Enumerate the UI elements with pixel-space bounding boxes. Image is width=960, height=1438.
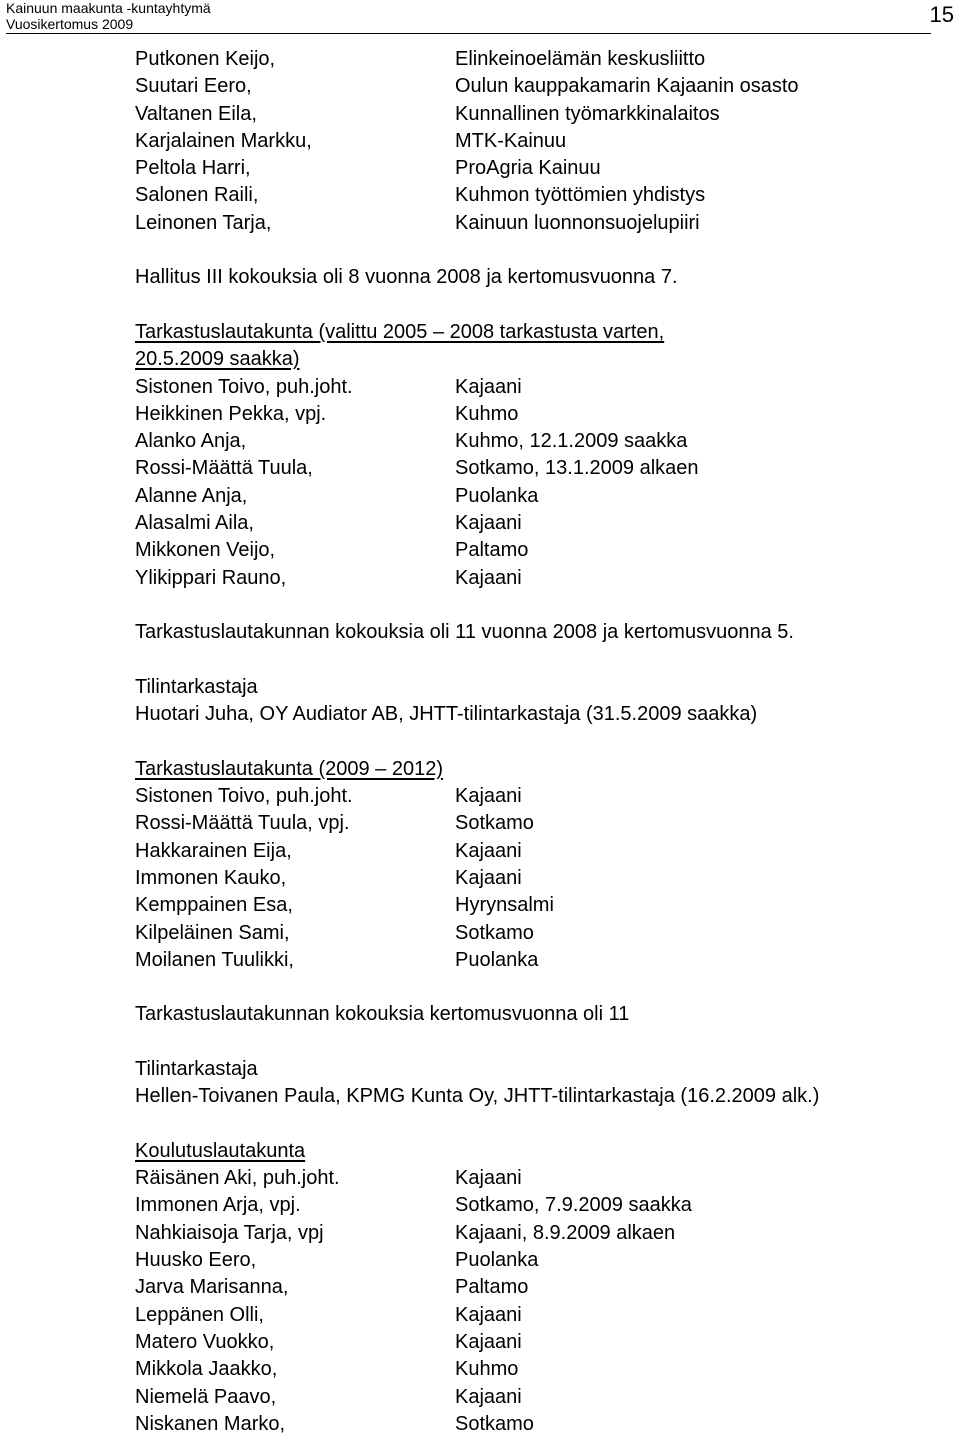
place: Hyrynsalmi xyxy=(455,894,554,917)
person-name: Niemelä Paavo, xyxy=(135,1385,277,1408)
place: Kajaani xyxy=(455,785,522,808)
auditor2-text: Hellen-Toivanen Paula, KPMG Kunta Oy, JHTT-tilintarkastaja (16.2.2009 alk.) xyxy=(135,1085,820,1108)
list-item xyxy=(135,483,955,510)
person-name: Immonen Arja, vpj. xyxy=(135,1194,301,1217)
place: Kajaani xyxy=(455,1385,522,1408)
person-name: Valtanen Eila, xyxy=(135,102,257,125)
list-item xyxy=(135,565,955,592)
person-name: Rossi-Määttä Tuula, vpj. xyxy=(135,812,350,835)
koulutus-members xyxy=(135,1165,955,1438)
list-item xyxy=(135,537,955,564)
list-item xyxy=(135,1356,955,1383)
person-name: Ylikippari Rauno, xyxy=(135,566,287,589)
list-item xyxy=(135,920,955,947)
page-number: 15 xyxy=(929,2,954,27)
list-item xyxy=(135,210,955,237)
organization: Kuhmon työttömien yhdistys xyxy=(455,184,706,207)
person-name: Nahkiaisoja Tarja, vpj xyxy=(135,1221,324,1244)
place: Sotkamo xyxy=(455,812,534,835)
place: Puolanka xyxy=(455,948,539,971)
place: Sotkamo xyxy=(455,1412,534,1435)
list-item xyxy=(135,783,955,810)
person-name: Sistonen Toivo, puh.joht. xyxy=(135,785,353,808)
header-org: Kainuun maakunta -kuntayhtymä xyxy=(6,0,211,16)
person-name: Suutari Eero, xyxy=(135,75,252,98)
list-item xyxy=(135,838,955,865)
place: Kajaani xyxy=(455,566,522,589)
list-item xyxy=(135,428,955,455)
section-title-tark2: Tarkastuslautakunta (2009 – 2012) xyxy=(135,757,443,780)
spacer xyxy=(135,592,955,619)
person-name: Matero Vuokko, xyxy=(135,1330,275,1353)
person-name: Räisänen Aki, puh.joht. xyxy=(135,1167,340,1190)
organization: ProAgria Kainuu xyxy=(455,157,601,180)
list-item xyxy=(135,865,955,892)
list-item xyxy=(135,101,955,128)
person-name: Heikkinen Pekka, vpj. xyxy=(135,402,327,425)
person-name: Alanko Anja, xyxy=(135,430,247,453)
person-name: Immonen Kauko, xyxy=(135,866,287,889)
page-header xyxy=(6,0,960,40)
place: Kuhmo xyxy=(455,402,519,425)
header-report: Vuosikertomus 2009 xyxy=(6,16,134,32)
list-item xyxy=(135,46,955,73)
organization: Oulun kauppakamarin Kajaanin osasto xyxy=(455,75,799,98)
tark2-members xyxy=(135,783,955,974)
spacer xyxy=(135,1029,955,1056)
person-name: Niskanen Marko, xyxy=(135,1412,286,1435)
list-item xyxy=(135,73,955,100)
person-name: Huusko Eero, xyxy=(135,1249,257,1272)
place: Kajaani xyxy=(455,512,522,535)
section-title-tark1-line2: 20.5.2009 saakka) xyxy=(135,348,300,371)
place: Sotkamo, 7.9.2009 saakka xyxy=(455,1194,692,1217)
place: Kuhmo xyxy=(455,1358,519,1381)
place: Puolanka xyxy=(455,484,539,507)
place: Kajaani xyxy=(455,839,522,862)
spacer xyxy=(135,647,955,674)
list-item xyxy=(135,401,955,428)
person-name: Moilanen Tuulikki, xyxy=(135,948,294,971)
list-item xyxy=(135,374,955,401)
section-title-koulutus: Koulutuslautakunta xyxy=(135,1139,306,1162)
organization: MTK-Kainuu xyxy=(455,129,567,152)
person-name: Leppänen Olli, xyxy=(135,1303,264,1326)
place: Sotkamo, 13.1.2009 alkaen xyxy=(455,457,699,480)
person-name: Peltola Harri, xyxy=(135,157,251,180)
person-name: Alanne Anja, xyxy=(135,484,248,507)
tark1-meetings: Tarkastuslautakunnan kokouksia oli 11 vuonna 2008 ja kertomusvuonna 5. xyxy=(135,621,794,644)
auditor1-text: Huotari Juha, OY Audiator AB, JHTT-tilintarkastaja (31.5.2009 saakka) xyxy=(135,703,758,726)
person-name: Mikkola Jaakko, xyxy=(135,1358,278,1381)
person-name: Kemppainen Esa, xyxy=(135,894,293,917)
document-body xyxy=(135,46,955,1438)
person-name: Kilpeläinen Sami, xyxy=(135,921,290,944)
list-item xyxy=(135,1411,955,1438)
place: Kuhmo, 12.1.2009 saakka xyxy=(455,430,688,453)
tark1-members xyxy=(135,374,955,592)
list-item xyxy=(135,128,955,155)
spacer xyxy=(135,728,955,755)
person-name: Jarva Marisanna, xyxy=(135,1276,289,1299)
list-item xyxy=(135,1384,955,1411)
place: Puolanka xyxy=(455,1249,539,1272)
person-name: Putkonen Keijo, xyxy=(135,48,276,70)
auditor2-label: Tilintarkastaja xyxy=(135,1057,258,1080)
hallitus-note: Hallitus III kokouksia oli 8 vuonna 2008 ja kertomusvuonna 7. xyxy=(135,266,678,289)
place: Paltamo xyxy=(455,539,529,562)
list-item xyxy=(135,1247,955,1274)
organization: Kunnallinen työmarkkinalaitos xyxy=(455,102,720,125)
list-item xyxy=(135,810,955,837)
person-name: Sistonen Toivo, puh.joht. xyxy=(135,375,353,398)
list-item xyxy=(135,947,955,974)
place: Kajaani xyxy=(455,375,522,398)
place: Paltamo xyxy=(455,1276,529,1299)
person-name: Karjalainen Markku, xyxy=(135,129,312,152)
auditor1-label: Tilintarkastaja xyxy=(135,675,258,698)
place: Kajaani, 8.9.2009 alkaen xyxy=(455,1221,676,1244)
place: Kajaani xyxy=(455,866,522,889)
person-name: Alasalmi Aila, xyxy=(135,512,254,535)
person-name: Salonen Raili, xyxy=(135,184,259,207)
list-item xyxy=(135,1274,955,1301)
list-item xyxy=(135,455,955,482)
organization: Elinkeinoelämän keskusliitto xyxy=(455,48,706,70)
list-item xyxy=(135,182,955,209)
organization: Kainuun luonnonsuojelupiiri xyxy=(455,211,700,234)
place: Kajaani xyxy=(455,1303,522,1326)
list-item xyxy=(135,1302,955,1329)
list-item xyxy=(135,892,955,919)
tark2-meetings: Tarkastuslautakunnan kokouksia kertomusvuonna oli 11 xyxy=(135,1003,630,1026)
place: Kajaani xyxy=(455,1167,522,1190)
delegates-list xyxy=(135,46,955,237)
place: Kajaani xyxy=(455,1330,522,1353)
section-title-tark1-line1: Tarkastuslautakunta (valittu 2005 – 2008 tarkastusta varten, xyxy=(135,320,665,343)
list-item xyxy=(135,1329,955,1356)
list-item xyxy=(135,510,955,537)
person-name: Mikkonen Veijo, xyxy=(135,539,276,562)
list-item xyxy=(135,1220,955,1247)
spacer xyxy=(135,1111,955,1138)
list-item xyxy=(135,155,955,182)
place: Sotkamo xyxy=(455,921,534,944)
spacer xyxy=(135,974,955,1001)
spacer xyxy=(135,237,955,264)
person-name: Leinonen Tarja, xyxy=(135,211,272,234)
list-item xyxy=(135,1192,955,1219)
person-name: Rossi-Määttä Tuula, xyxy=(135,457,313,480)
person-name: Hakkarainen Eija, xyxy=(135,839,292,862)
spacer xyxy=(135,292,955,319)
header-rule xyxy=(6,33,931,34)
list-item xyxy=(135,1165,955,1192)
